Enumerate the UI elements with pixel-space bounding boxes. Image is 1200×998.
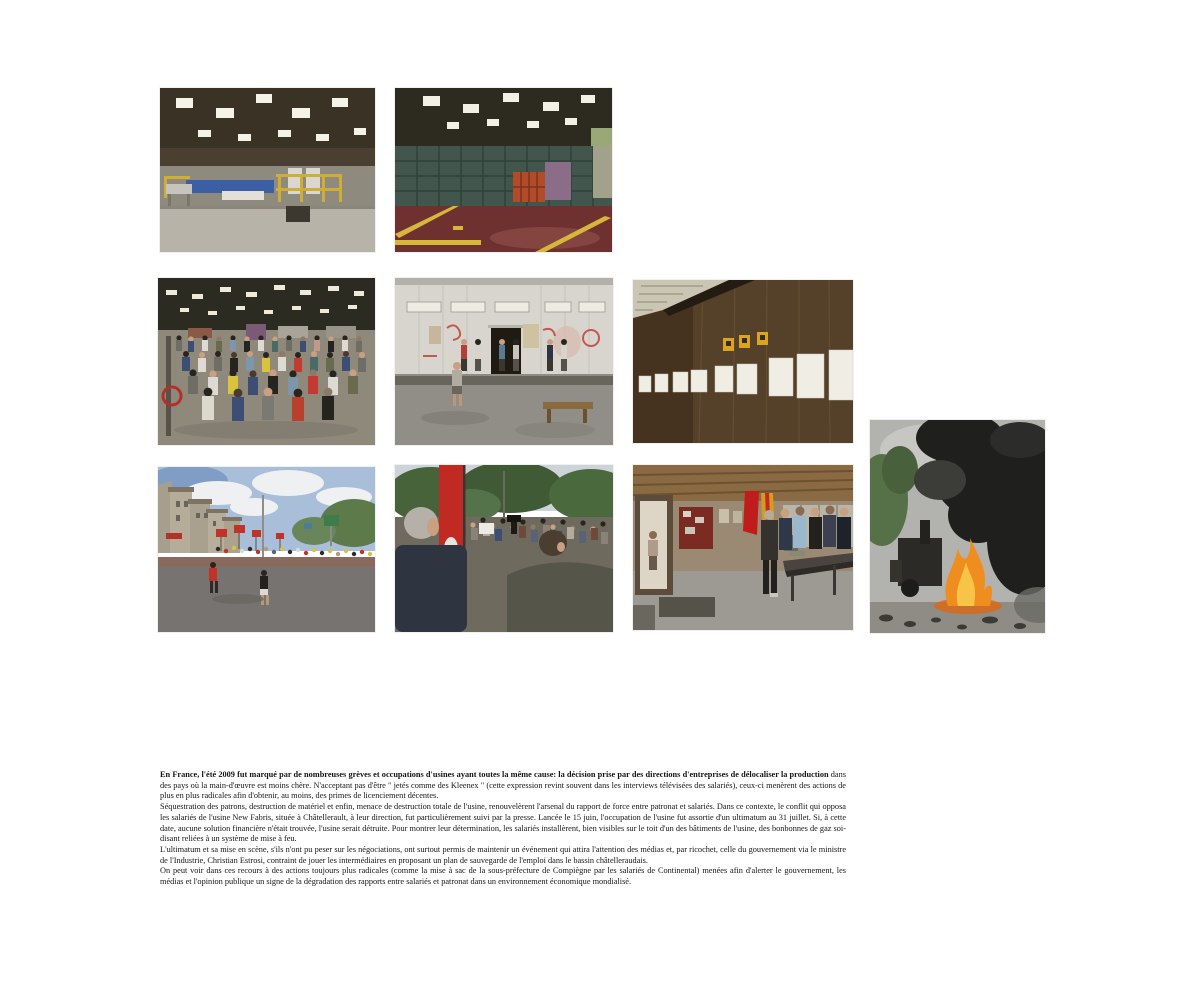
- caption-text-block: [160, 770, 846, 888]
- photo-burning-tires: [870, 420, 1045, 633]
- photo-notices-on-wall: [633, 280, 853, 443]
- photo-factory-facade: [395, 278, 613, 445]
- photo-union-meeting-room: [633, 465, 853, 630]
- caption-paragraph-3: L'ultimatum et sa mise en scène, s'ils n'ont pu peser sur les négociations, ont surtout permis de maintenir un événement qui attira l'attention des médias et, par ricochet, celle du gouvernement via le ministre de l'Industrie, Christian Estrosi, contraint de jouer les intermédiaires en proposant un plan de sauvegarde de l'emploi dans le bassin châtelleraudais.: [160, 844, 846, 865]
- caption-paragraph-2: Séquestration des patrons, destruction de matériel et enfin, menace de destruction totale de l'usine, renouvelèrent l'arsenal du rapport de force entre patronat et salariés. Dans ce contexte, le conflit qui opposa les salariés de l'usine New Fabris, située à Châtellerault, à leur direction, fut particulièrement suivi par la presse. Lancée le 15 juin, l'occupation de l'usine fut assortie d'un ultimatum au 31 juillet. Si, à cette date, aucune solution financière n'était trouvée, l'usine serait détruite. Pour montrer leur détermination, les salariés installèrent, bien visibles sur le toit d'un des bâtiments de l'usine, des bonbonnes de gaz soi-disant reliées à un système de mise à feu.: [160, 802, 846, 844]
- photo-workers-assembly: [158, 278, 375, 445]
- caption-lead-bold: En France, l'été 2009 fut marqué par de nombreuses grèves et occupations d'usines ayant toutes la même cause: la décision prise par des directions d'entreprises de délocaliser la production: [160, 770, 829, 779]
- photo-rally-with-flag: [395, 465, 613, 632]
- caption-paragraph-1: [160, 770, 846, 802]
- caption-paragraph-1-text: dans des pays où la main-d'œuvre est moins chère. N'acceptant pas d'être " jetés comme des Kleenex " (cette expression revint souvent dans les interviews télévisées des salariés), ceux-ci menèrent des actions de plus en plus radicales afin d'obtenir, au moins, des primes de licenciement décentes.: [160, 770, 846, 801]
- photo-street-demonstration: [158, 467, 375, 632]
- photo-factory-production-line: [160, 88, 375, 252]
- caption-paragraph-4: On peut voir dans ces recours à des actions toujours plus radicales (comme la mise à sac de la sous-préfecture de Compiègne par les salariés de Continental) menées afin d'alerter le gouvernement, les médias et l'opinion publique un signe de la dégradation des rapports entre salariés et patronat dans un environnement économique mondialisé.: [160, 866, 846, 887]
- photo-warehouse-crates: [395, 88, 612, 252]
